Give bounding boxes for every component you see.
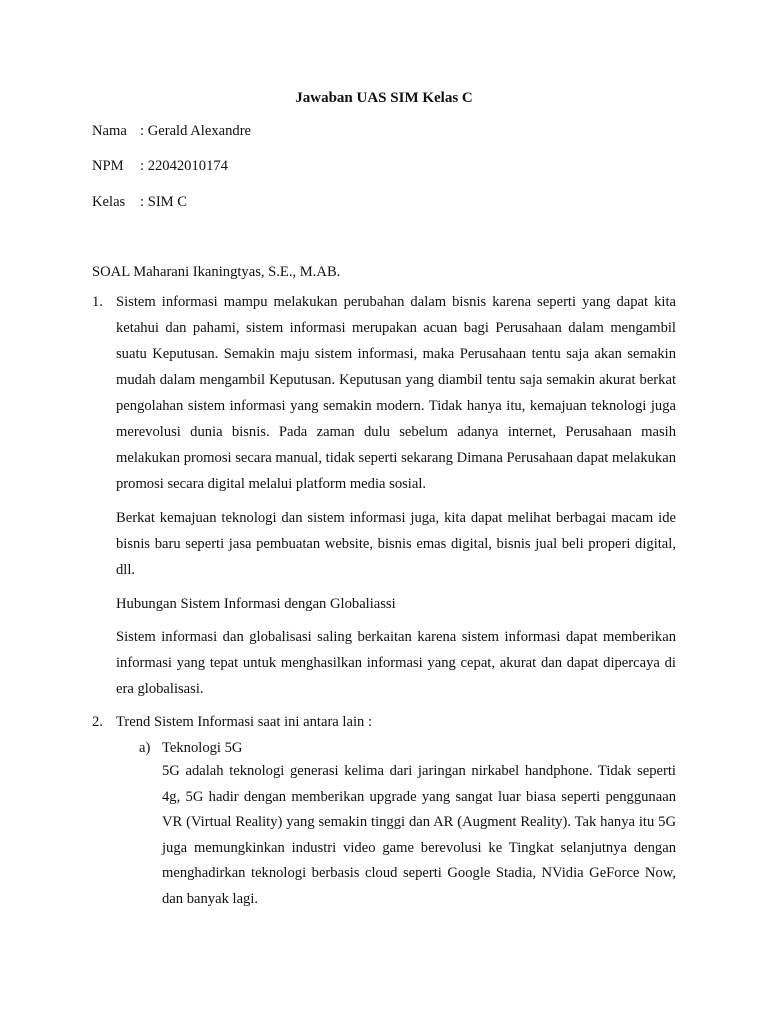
question-2-intro: Trend Sistem Informasi saat ini antara lain :: [116, 714, 373, 730]
info-value: : SIM C: [140, 194, 188, 210]
info-row-nama: [92, 121, 251, 141]
subitem-title: Teknologi 5G: [162, 740, 243, 756]
info-value: : 22042010174: [140, 158, 228, 174]
question-1-heading: Hubungan Sistem Informasi dengan Globaliassi: [116, 596, 396, 612]
soal-line: SOAL Maharani Ikaningtyas, S.E., M.AB.: [92, 264, 341, 280]
subitem-body: 5G adalah teknologi generasi kelima dari jaringan nirkabel handphone. Tidak seperti 4g, 5G hadir dengan memberikan upgrade yang sangat luar biasa seperti penggunaan VR (Virtual Reality) yang semakin tinggi dan AR (Augment Reality). Tak hanya itu 5G juga memungkinkan industri video game berevolusi ke Tingkat selanjutnya dengan menghadirkan teknologi berbasis cloud seperti Google Stadia, NVidia GeForce Now, dan banyak lagi.: [162, 763, 676, 907]
info-label: Nama: [92, 123, 127, 139]
question-1: [92, 292, 676, 497]
subitem-letter-a: a): [139, 740, 151, 756]
info-row-kelas: [92, 192, 187, 212]
info-label: NPM: [92, 158, 124, 174]
question-number: 2.: [92, 714, 103, 730]
question-1-paragraph-3: Sistem informasi dan globalisasi saling berkaitan karena sistem informasi dapat memberikan informasi yang tepat untuk menghasilkan informasi yang cepat, akurat dan dapat dipercaya di era globalisasi.: [116, 629, 676, 697]
document-title: Jawaban UAS SIM Kelas C: [295, 90, 473, 106]
question-number: 1.: [92, 294, 103, 310]
question-1-paragraph-1: Sistem informasi mampu melakukan perubahan dalam bisnis karena seperti yang dapat kita ketahui dan pahami, sistem informasi merupakan acuan bagi Perusahaan dalam mengambil suatu Keputusan. Semakin maju sistem informasi, maka Perusahaan tentu saja akan semakin mudah dalam mengambil Keputusan. Keputusan yang diambil tentu saja semakin akurat berkat pengolahan sistem informasi yang semakin modern. Tidak hanya itu, kemajuan teknologi juga merevolusi dunia bisnis. Pada zaman dulu sebelum adanya internet, Perusahaan masih melakukan promosi secara manual, tidak seperti sekarang Dimana Perusahaan dapat melakukan promosi secara digital melalui platform media sosial.: [116, 294, 676, 492]
question-1-paragraph-2: Berkat kemajuan teknologi dan sistem informasi juga, kita dapat melihat berbagai macam ide bisnis baru seperti jasa pembuatan website, bisnis emas digital, bisnis jual beli properi digital, dll.: [116, 510, 676, 578]
info-label: Kelas: [92, 194, 126, 210]
info-row-npm: [92, 156, 228, 176]
info-value: : Gerald Alexandre: [140, 123, 252, 139]
